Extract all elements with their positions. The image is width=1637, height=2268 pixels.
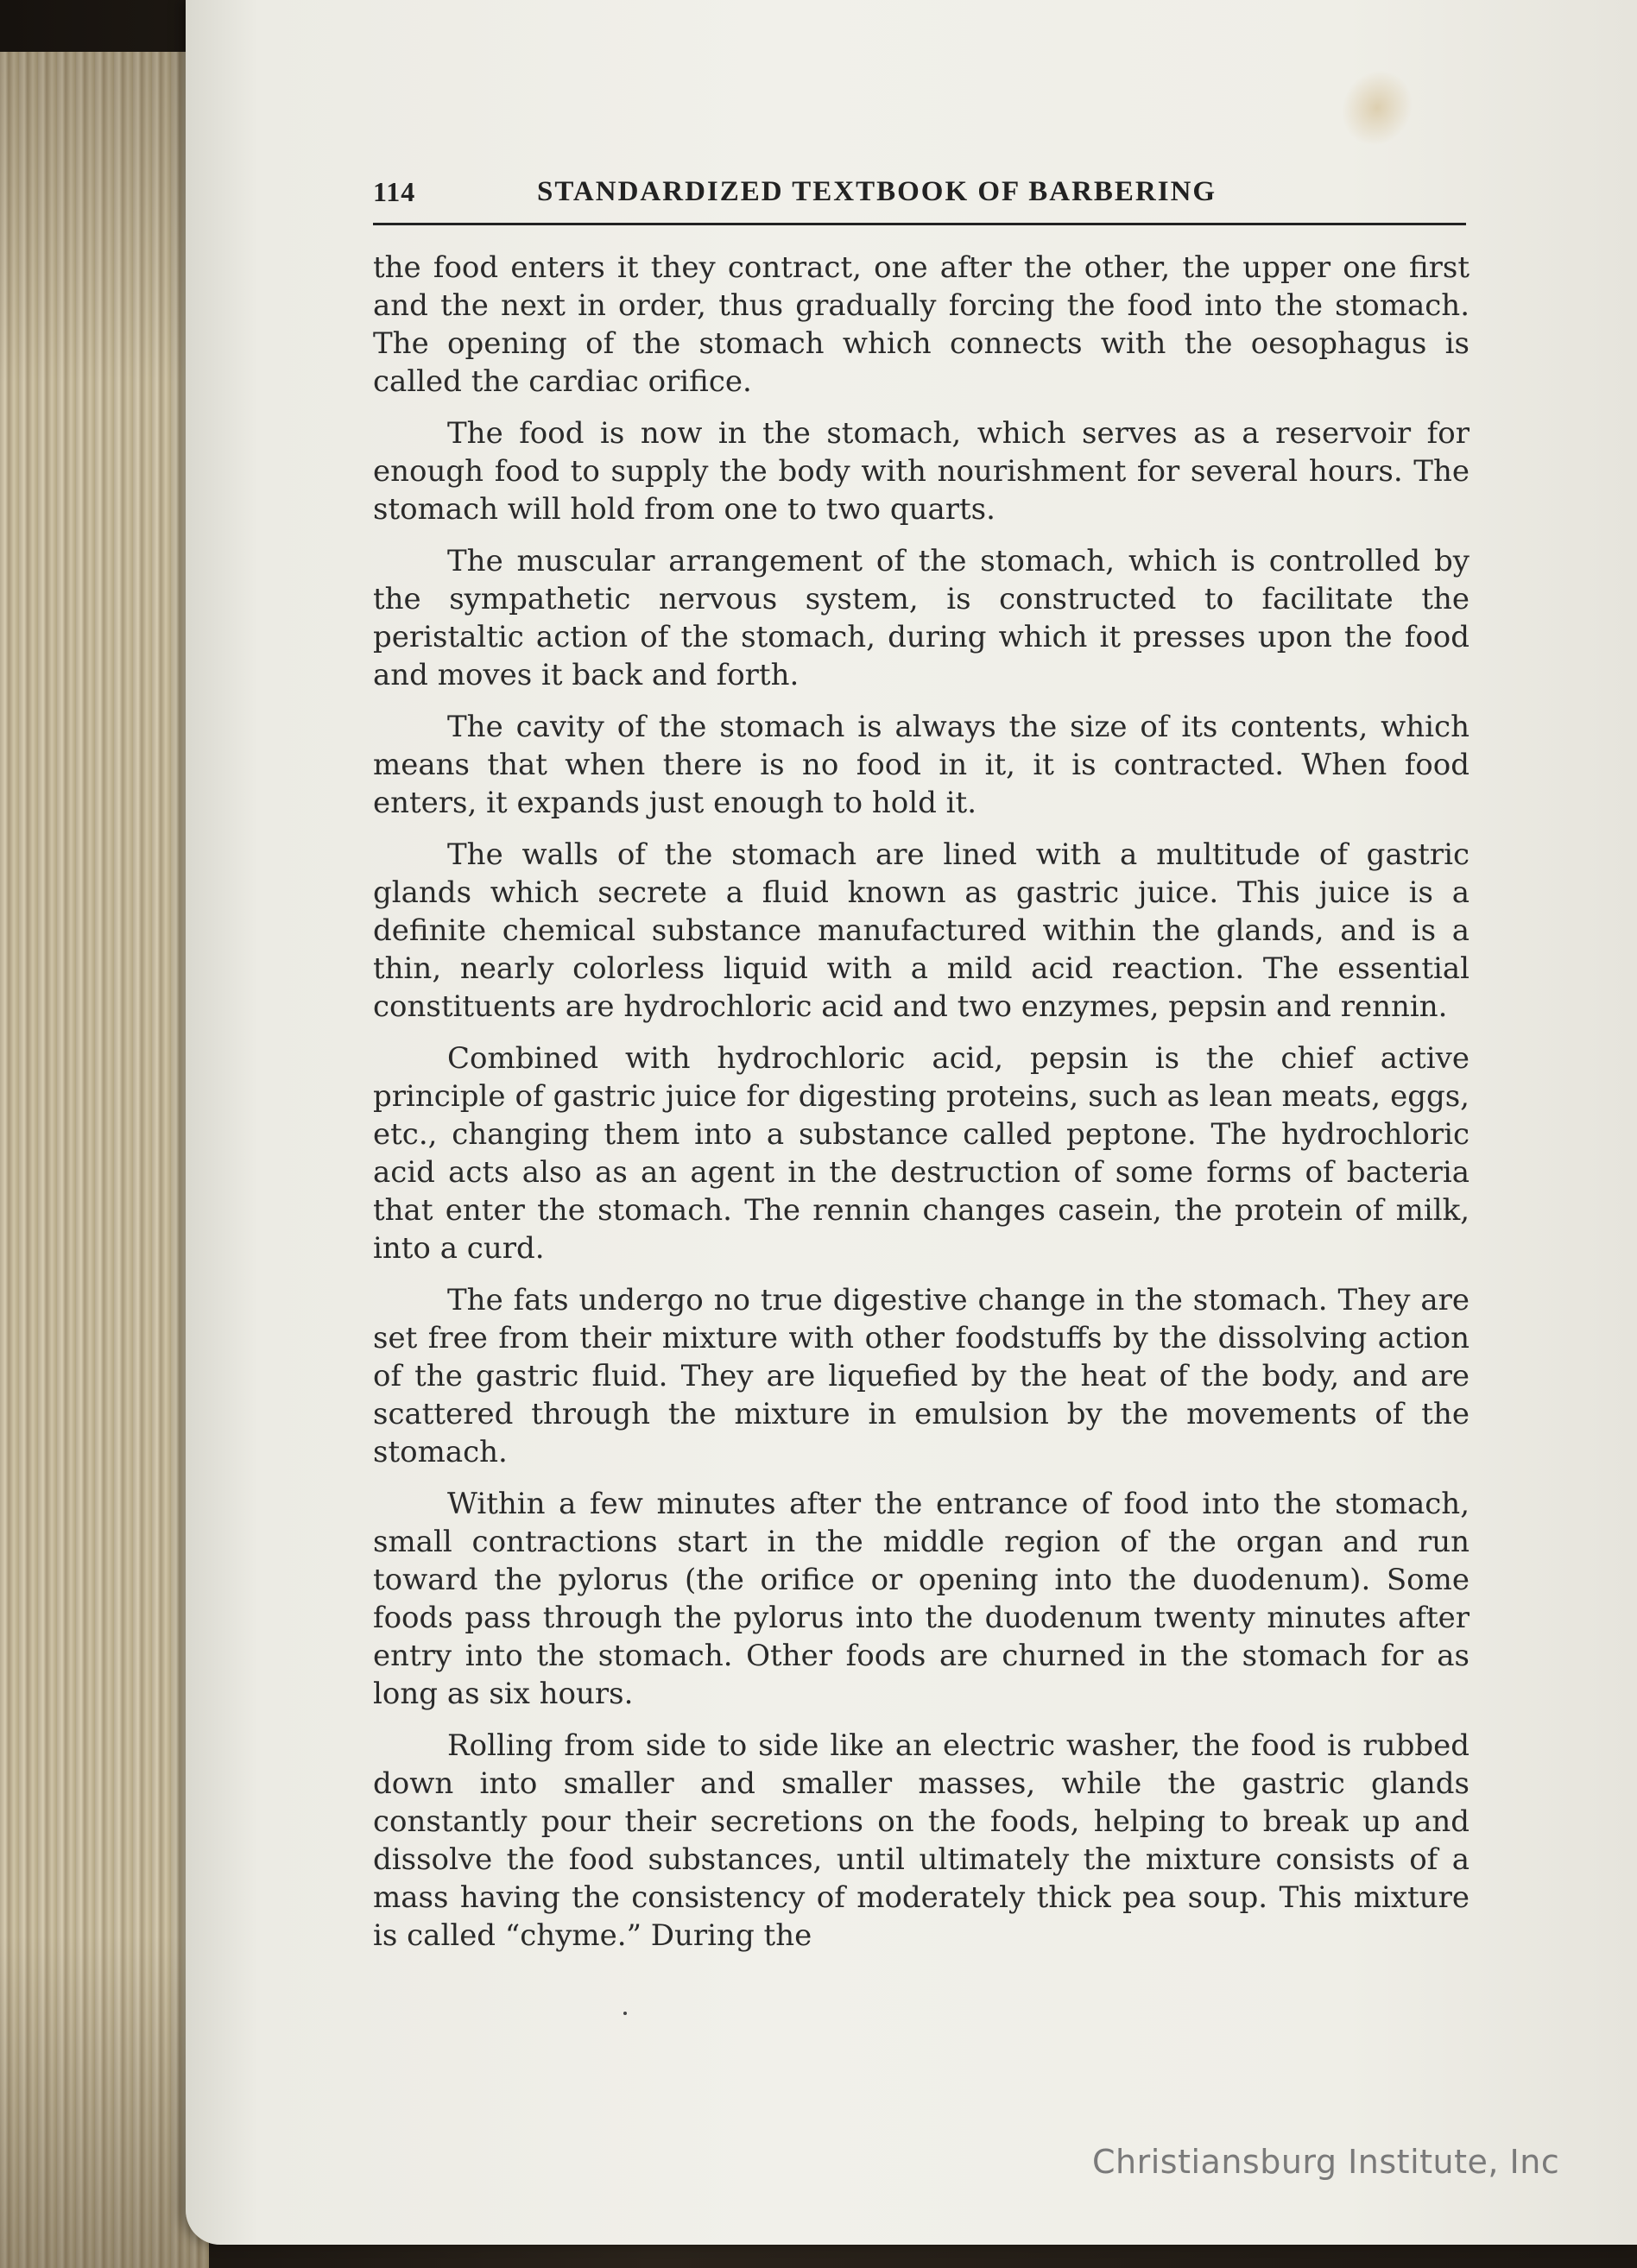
paragraph: The walls of the stomach are lined with a multitude of gastric glands which secrete a fluid known as gastric juice. This juice is a definite chemical substance manufactured within the glands, and is a thin, nearly colorless liquid with a mild acid reaction. The essential constituents are hydrochloric acid and two enzymes, pepsin and rennin. <box>373 837 1470 1024</box>
paragraph: The muscular arrangement of the stomach, which is controlled by the sympathetic nervous system, is constructed to facilitate the peristaltic action of the stomach, during which it presses upon the food and moves it back and forth. <box>373 544 1470 692</box>
running-head: STANDARDIZED TEXTBOOK OF BARBERING <box>537 176 1217 207</box>
paragraph: The food is now in the stomach, which serves as a reservoir for enough food to supply the body with nourishment for several hours. The stomach will hold from one to two quarts. <box>373 416 1470 527</box>
paragraph: the food enters it they contract, one after the other, the upper one first and the next in order, thus gradually forcing the food into the stomach. The opening of the stomach which connects with the oesophagus is called the cardiac orifice. <box>373 250 1470 399</box>
page-header <box>373 173 1466 225</box>
watermark: Christiansburg Institute, Inc <box>1092 2143 1560 2181</box>
paragraph: The fats undergo no true digestive change in the stomach. They are set free from their mixture with other foodstuffs by the dissolving action of the gastric fluid. They are liquefied by the heat of the body, and are scattered through the mixture in emulsion by the movements of the stomach. <box>373 1283 1470 1469</box>
body-text <box>373 249 1470 1968</box>
book-page-edges <box>0 52 209 2268</box>
page-stain <box>1328 57 1426 159</box>
paragraph: Rolling from side to side like an electric washer, the food is rubbed down into smaller and smaller masses, while the gastric glands constantly pour their secretions on the foods, helping to break up and dissolve the food substances, until ultimately the mixture consists of a mass having the consistency of moderately thick pea soup. This mixture is called “chyme.” During the <box>373 1728 1470 1953</box>
print-speck <box>623 2012 627 2015</box>
paragraph: The cavity of the stomach is always the size of its contents, which means that when there is no food in it, it is contracted. When food enters, it expands just enough to hold it. <box>373 710 1470 820</box>
paragraph: Within a few minutes after the entrance of food into the stomach, small contractions start in the middle region of the organ and run toward the pylorus (the orifice or opening into the duodenum). Some foods pass through the pylorus into the duodenum twenty minutes after entry into the stomach. Other foods are churned in the stomach for as long as six hours. <box>373 1487 1470 1711</box>
paragraph: Combined with hydrochloric acid, pepsin is the chief active principle of gastric juice for digesting proteins, such as lean meats, eggs, etc., changing them into a substance called peptone. The hydrochloric acid acts also as an agent in the destruction of some forms of bacteria that enter the stomach. The rennin changes casein, the protein of milk, into a curd. <box>373 1041 1470 1266</box>
page-number: 114 <box>373 176 416 207</box>
